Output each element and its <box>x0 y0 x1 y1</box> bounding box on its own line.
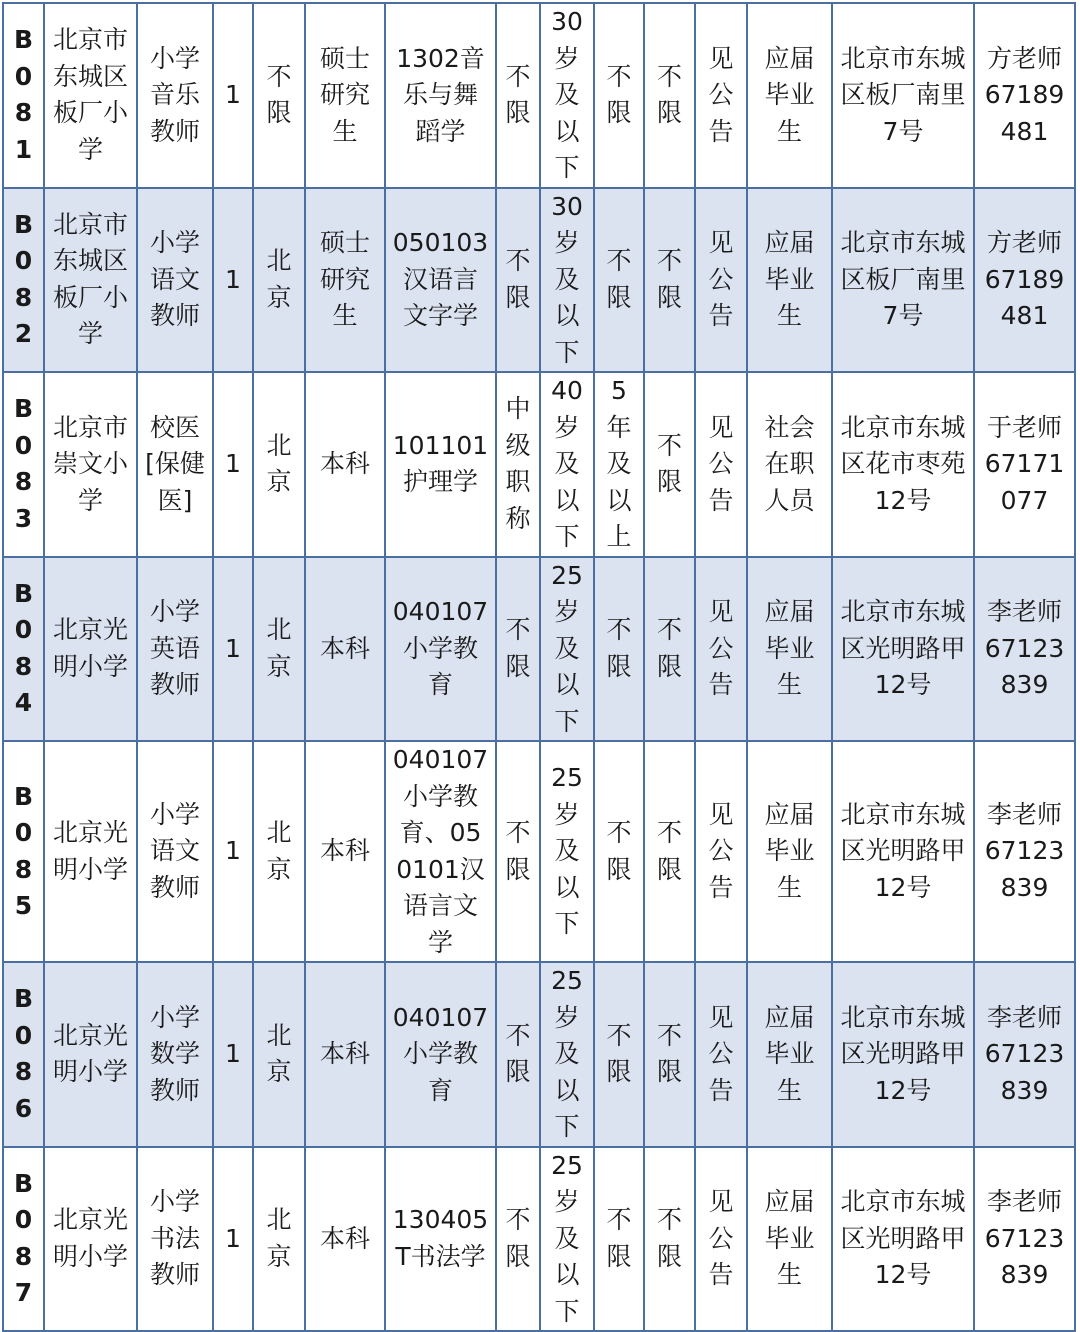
education-requirement: 硕士研究生 <box>305 3 385 188</box>
experience-requirement: 不限 <box>594 188 644 373</box>
experience-requirement: 5年及以上 <box>594 372 644 557</box>
contact-info: 于老师67171077 <box>974 372 1075 557</box>
experience-requirement: 不限 <box>594 3 644 188</box>
work-address: 北京市东城区花市枣苑12号 <box>832 372 974 557</box>
contact-info: 李老师67123839 <box>974 741 1075 962</box>
political-requirement: 不限 <box>644 557 695 742</box>
education-requirement: 硕士研究生 <box>305 188 385 373</box>
position-name: 校医[保健医] <box>137 372 213 557</box>
hiring-count: 1 <box>213 557 253 742</box>
other-requirement: 见公告 <box>695 962 747 1147</box>
age-requirement: 25岁及以下 <box>540 1147 594 1332</box>
title-requirement: 不限 <box>496 962 540 1147</box>
title-requirement: 不限 <box>496 741 540 962</box>
title-requirement: 不限 <box>496 188 540 373</box>
hiring-count: 1 <box>213 1147 253 1332</box>
unit-name: 北京市东城区板厂小学 <box>44 3 137 188</box>
job-code: B082 <box>3 188 44 373</box>
work-address: 北京市东城区光明路甲12号 <box>832 741 974 962</box>
major-requirement: 101101护理学 <box>385 372 496 557</box>
work-address: 北京市东城区板厂南里7号 <box>832 188 974 373</box>
hukou-requirement: 北京 <box>253 1147 305 1332</box>
education-requirement: 本科 <box>305 962 385 1147</box>
title-requirement: 不限 <box>496 3 540 188</box>
hiring-count: 1 <box>213 188 253 373</box>
table-row <box>3 1147 1075 1332</box>
age-requirement: 40岁及以下 <box>540 372 594 557</box>
hiring-count: 1 <box>213 741 253 962</box>
political-requirement: 不限 <box>644 3 695 188</box>
major-requirement: 050103汉语言文字学 <box>385 188 496 373</box>
hukou-requirement: 北京 <box>253 372 305 557</box>
job-code: B081 <box>3 3 44 188</box>
position-name: 小学语文教师 <box>137 741 213 962</box>
age-requirement: 25岁及以下 <box>540 741 594 962</box>
major-requirement: 040107小学教育、050101汉语言文学 <box>385 741 496 962</box>
age-requirement: 25岁及以下 <box>540 962 594 1147</box>
hukou-requirement: 不限 <box>253 3 305 188</box>
applicant-type: 应届毕业生 <box>747 1147 832 1332</box>
hiring-count: 1 <box>213 372 253 557</box>
contact-info: 李老师67123839 <box>974 557 1075 742</box>
unit-name: 北京市东城区板厂小学 <box>44 188 137 373</box>
applicant-type: 应届毕业生 <box>747 741 832 962</box>
unit-name: 北京光明小学 <box>44 741 137 962</box>
other-requirement: 见公告 <box>695 3 747 188</box>
other-requirement: 见公告 <box>695 188 747 373</box>
hiring-count: 1 <box>213 3 253 188</box>
experience-requirement: 不限 <box>594 741 644 962</box>
age-requirement: 30岁及以下 <box>540 3 594 188</box>
contact-info: 李老师67123839 <box>974 962 1075 1147</box>
education-requirement: 本科 <box>305 372 385 557</box>
title-requirement: 中级职称 <box>496 372 540 557</box>
work-address: 北京市东城区板厂南里7号 <box>832 3 974 188</box>
political-requirement: 不限 <box>644 962 695 1147</box>
applicant-type: 应届毕业生 <box>747 3 832 188</box>
age-requirement: 25岁及以下 <box>540 557 594 742</box>
other-requirement: 见公告 <box>695 372 747 557</box>
position-name: 小学书法教师 <box>137 1147 213 1332</box>
hukou-requirement: 北京 <box>253 962 305 1147</box>
hukou-requirement: 北京 <box>253 557 305 742</box>
position-name: 小学语文教师 <box>137 188 213 373</box>
education-requirement: 本科 <box>305 557 385 742</box>
major-requirement: 040107小学教育 <box>385 557 496 742</box>
unit-name: 北京光明小学 <box>44 557 137 742</box>
applicant-type: 应届毕业生 <box>747 557 832 742</box>
age-requirement: 30岁及以下 <box>540 188 594 373</box>
political-requirement: 不限 <box>644 1147 695 1332</box>
other-requirement: 见公告 <box>695 557 747 742</box>
major-requirement: 130405T书法学 <box>385 1147 496 1332</box>
experience-requirement: 不限 <box>594 557 644 742</box>
table-row <box>3 188 1075 373</box>
job-code: B085 <box>3 741 44 962</box>
experience-requirement: 不限 <box>594 962 644 1147</box>
major-requirement: 1302音乐与舞蹈学 <box>385 3 496 188</box>
job-code: B087 <box>3 1147 44 1332</box>
contact-info: 方老师67189481 <box>974 3 1075 188</box>
unit-name: 北京市崇文小学 <box>44 372 137 557</box>
contact-info: 方老师67189481 <box>974 188 1075 373</box>
table-row <box>3 372 1075 557</box>
position-name: 小学音乐教师 <box>137 3 213 188</box>
applicant-type: 应届毕业生 <box>747 962 832 1147</box>
hukou-requirement: 北京 <box>253 188 305 373</box>
table-row <box>3 3 1075 188</box>
hukou-requirement: 北京 <box>253 741 305 962</box>
experience-requirement: 不限 <box>594 1147 644 1332</box>
other-requirement: 见公告 <box>695 741 747 962</box>
political-requirement: 不限 <box>644 372 695 557</box>
table-row <box>3 557 1075 742</box>
table-row <box>3 962 1075 1147</box>
applicant-type: 应届毕业生 <box>747 188 832 373</box>
hiring-count: 1 <box>213 962 253 1147</box>
job-code: B086 <box>3 962 44 1147</box>
recruitment-table <box>2 2 1076 1332</box>
contact-info: 李老师67123839 <box>974 1147 1075 1332</box>
work-address: 北京市东城区光明路甲12号 <box>832 1147 974 1332</box>
applicant-type: 社会在职人员 <box>747 372 832 557</box>
job-code: B084 <box>3 557 44 742</box>
position-name: 小学数学教师 <box>137 962 213 1147</box>
job-code: B083 <box>3 372 44 557</box>
position-name: 小学英语教师 <box>137 557 213 742</box>
education-requirement: 本科 <box>305 1147 385 1332</box>
other-requirement: 见公告 <box>695 1147 747 1332</box>
unit-name: 北京光明小学 <box>44 962 137 1147</box>
work-address: 北京市东城区光明路甲12号 <box>832 557 974 742</box>
unit-name: 北京光明小学 <box>44 1147 137 1332</box>
work-address: 北京市东城区光明路甲12号 <box>832 962 974 1147</box>
title-requirement: 不限 <box>496 557 540 742</box>
political-requirement: 不限 <box>644 741 695 962</box>
major-requirement: 040107小学教育 <box>385 962 496 1147</box>
education-requirement: 本科 <box>305 741 385 962</box>
political-requirement: 不限 <box>644 188 695 373</box>
table-row <box>3 741 1075 962</box>
title-requirement: 不限 <box>496 1147 540 1332</box>
